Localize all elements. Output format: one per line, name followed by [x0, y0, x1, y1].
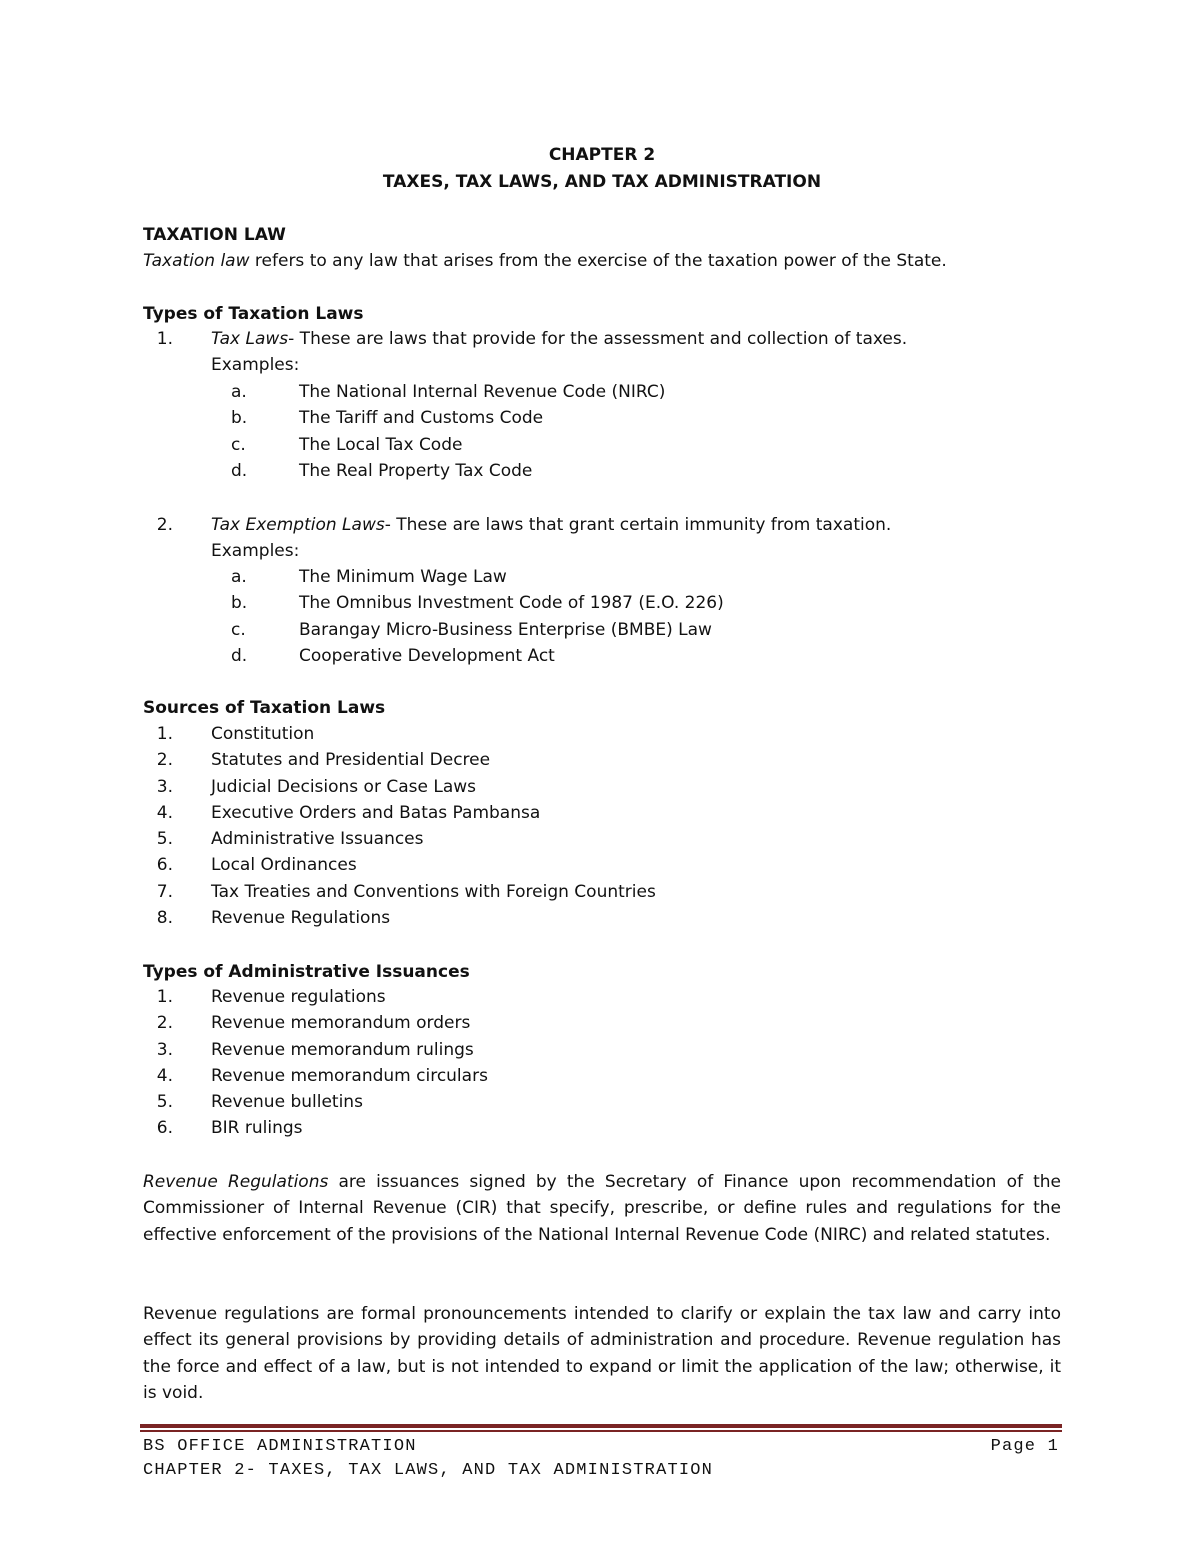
list-item-text: The Real Property Tax Code [299, 460, 533, 481]
list-item-text: Constitution [211, 724, 315, 744]
list-marker: c. [231, 619, 246, 640]
tax-exemption-laws-term: Tax Exemption Laws [211, 515, 385, 535]
list-item [143, 1089, 1061, 1115]
list-marker: 7. [156, 881, 173, 902]
list-marker: 4. [156, 1065, 173, 1086]
list-item [143, 326, 1061, 352]
list-item [143, 800, 1061, 826]
list-marker: 3. [156, 1039, 173, 1060]
sources-heading: Sources of Taxation Laws [143, 698, 386, 718]
page-number: Page 1 [990, 1437, 1059, 1456]
list-item [143, 538, 1061, 564]
list-item-text: Executive Orders and Batas Pambansa [211, 802, 541, 823]
taxation-law-definition [143, 248, 947, 274]
list-item-text: The Local Tax Code [299, 434, 463, 455]
list-item-text: The Minimum Wage Law [299, 567, 507, 587]
tax-exemption-laws-item [143, 512, 1061, 565]
taxation-law-definition-text: refers to any law that arises from the exercise of the taxation power of the State. [249, 251, 947, 271]
list-marker: 2. [156, 515, 173, 535]
footer-line-1 [143, 1435, 1061, 1459]
list-item [143, 747, 1061, 773]
tax-laws-desc: - These are laws that provide for the assessment and collection of taxes. [288, 329, 908, 349]
list-marker: 2. [156, 1013, 173, 1034]
list-item-text: Statutes and Presidential Decree [211, 750, 491, 771]
list-item [143, 852, 1061, 878]
tax-laws-item [143, 326, 1061, 379]
chapter-number: CHAPTER 2 [548, 145, 656, 165]
list-marker: 5. [156, 1092, 173, 1113]
list-marker: b. [231, 408, 248, 429]
list-item-text: Cooperative Development Act [299, 645, 555, 666]
list-item [143, 1115, 1061, 1141]
list-item [143, 512, 1061, 538]
list-item [143, 1037, 1061, 1063]
list-marker: 2. [156, 750, 173, 771]
list-marker: 1. [156, 329, 173, 349]
list-item [143, 721, 1061, 747]
list-marker: 1. [156, 987, 173, 1007]
examples-label: Examples: [211, 541, 300, 562]
list-marker: b. [231, 593, 248, 614]
list-item-text: Revenue Regulations [211, 908, 391, 929]
revenue-regulations-text: are issuances signed by the Secretary of Finance upon recommendation of the Commissioner of Internal Revenue (CIR) that specify, prescribe, or define rules and regulations for the effective enforcement of the provisions of the National Internal Revenue Code (NIRC) and related statutes. [143, 1172, 1061, 1245]
list-item-text: The National Internal Revenue Code (NIRC) [299, 382, 666, 402]
list-marker: 3. [156, 776, 173, 797]
list-marker: 6. [156, 1118, 173, 1139]
list-item [143, 774, 1061, 800]
list-item-text: The Omnibus Investment Code of 1987 (E.O. 226) [299, 593, 724, 614]
revenue-regulations-explanation: Revenue regulations are formal pronouncements intended to clarify or explain the tax law and carry into effect its general provisions by providing details of administration and procedure. Revenue regulation has the force and effect of a law, but is not intended to expand or limit the application of the law; otherwise, it is void. [143, 1304, 1061, 1403]
list-marker: 4. [156, 802, 173, 823]
list-item-text: Barangay Micro-Business Enterprise (BMBE) Law [299, 619, 712, 640]
list-marker: 1. [156, 724, 173, 744]
list-item [143, 1010, 1061, 1036]
list-item-text: Revenue memorandum orders [211, 1013, 471, 1034]
list-item-text: Revenue bulletins [211, 1092, 363, 1113]
list-item [143, 352, 1061, 378]
list-item-text: Tax Treaties and Conventions with Foreign Countries [211, 881, 656, 902]
list-item [143, 879, 1061, 905]
list-item-text: The Tariff and Customs Code [299, 408, 544, 429]
list-marker: d. [231, 645, 248, 666]
admin-issuances-heading: Types of Administrative Issuances [143, 962, 470, 982]
list-marker: 8. [156, 908, 173, 929]
taxation-law-heading: TAXATION LAW [143, 225, 286, 245]
list-marker: c. [231, 434, 246, 455]
list-item-text: BIR rulings [211, 1118, 303, 1139]
footer-rule-thin [140, 1430, 1062, 1432]
list-item-text: Revenue memorandum rulings [211, 1039, 474, 1060]
tax-exemption-laws-desc: - These are laws that grant certain immunity from taxation. [384, 515, 892, 535]
footer-program: BS OFFICE ADMINISTRATION [143, 1437, 417, 1456]
list-marker: a. [231, 567, 247, 587]
chapter-title: TAXES, TAX LAWS, AND TAX ADMINISTRATION [382, 172, 822, 192]
types-of-taxation-laws-heading: Types of Taxation Laws [143, 304, 364, 324]
list-item [143, 826, 1061, 852]
revenue-regulations-paragraph [143, 1169, 1061, 1248]
examples-label: Examples: [211, 355, 300, 376]
list-item [143, 984, 1061, 1010]
list-item [143, 905, 1061, 931]
list-item-text: Local Ordinances [211, 855, 357, 876]
sources-list [143, 721, 1061, 931]
list-item-text: Administrative Issuances [211, 829, 424, 850]
list-marker: 5. [156, 829, 173, 850]
tax-laws-term: Tax Laws [211, 329, 289, 349]
footer-chapter: CHAPTER 2- TAXES, TAX LAWS, AND TAX ADMINISTRATION [143, 1461, 714, 1480]
list-item-text: Revenue memorandum circulars [211, 1065, 488, 1086]
list-item-text: Judicial Decisions or Case Laws [211, 776, 477, 797]
taxation-law-term: Taxation law [143, 251, 250, 271]
admin-issuances-list [143, 984, 1061, 1142]
list-item-text: Revenue regulations [211, 987, 386, 1007]
list-marker: 6. [156, 855, 173, 876]
document-page [143, 0, 1061, 1553]
list-marker: d. [231, 460, 248, 481]
list-item [143, 1063, 1061, 1089]
revenue-regulations-term: Revenue Regulations [143, 1172, 329, 1192]
footer-rule-thick [140, 1424, 1062, 1428]
list-marker: a. [231, 382, 247, 402]
